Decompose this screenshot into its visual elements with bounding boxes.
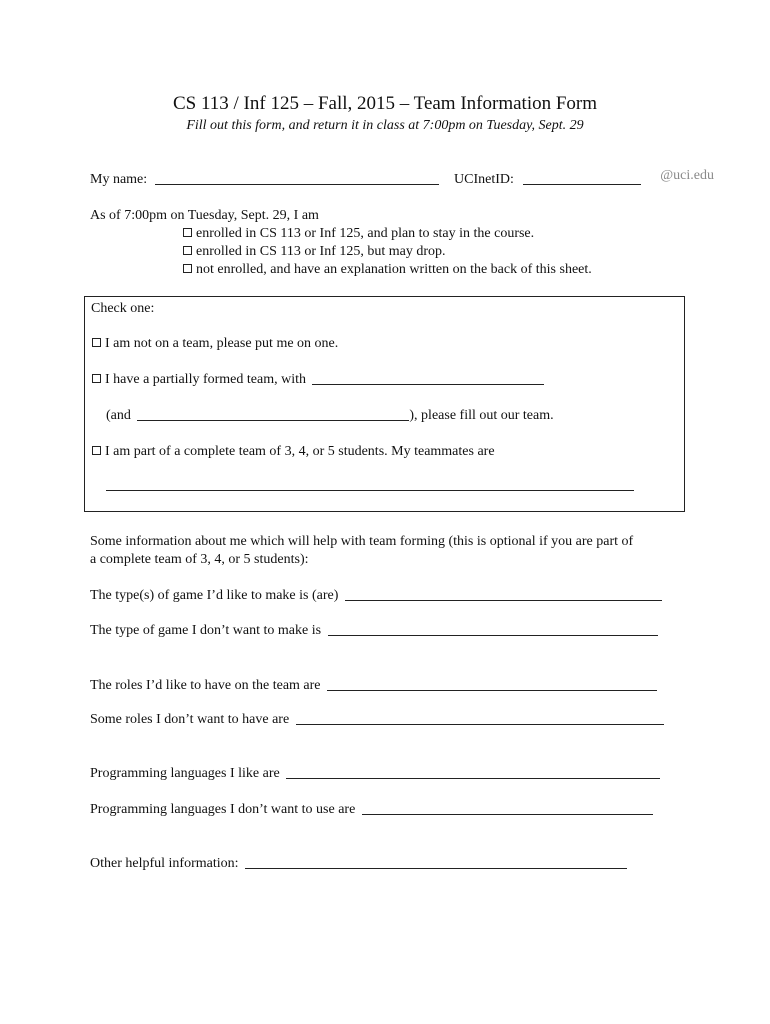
game-like-row [90,587,662,604]
team-option-label: I have a partially formed team, with [105,372,306,387]
and-suffix: ), please fill out our team. [409,408,554,423]
enrollment-checkbox-stay[interactable] [183,228,192,237]
ucinetid-field-line [523,171,641,185]
lang-dislike-line [362,801,653,815]
lang-dislike-field[interactable] [362,803,653,817]
game-dislike-label: The type of game I don’t want to make is [90,623,322,638]
and-prefix: (and [106,408,131,423]
team-option-label: I am not on a team, please put me on one. [105,336,339,351]
game-dislike-line [328,622,658,636]
other-info-line [245,855,627,869]
roles-like-line [327,677,657,691]
other-info-label: Other helpful information: [90,856,239,871]
other-info-field[interactable] [245,857,627,871]
game-like-line [345,587,662,601]
lang-like-line [286,765,660,779]
lang-like-label: Programming languages I like are [90,766,280,781]
roles-dislike-row [90,711,664,728]
game-like-field[interactable] [345,589,662,603]
name-field[interactable] [155,173,439,187]
team-checkbox-no-team[interactable] [92,338,101,347]
optional-intro-line-1: Some information about me which will help with team forming (this is optional if you are part of [90,534,634,549]
roles-like-field[interactable] [327,679,657,693]
roles-dislike-field[interactable] [296,713,664,727]
name-row [90,171,439,188]
enrollment-option-label: not enrolled, and have an explanation written on the back of this sheet. [196,262,592,277]
team-option [92,335,338,352]
enrollment-option-label: enrolled in CS 113 or Inf 125, but may drop. [196,244,446,259]
enrollment-option [183,225,534,242]
name-label: My name: [90,172,148,187]
lang-dislike-label: Programming languages I don’t want to use are [90,802,356,817]
enrollment-checkbox-may-drop[interactable] [183,246,192,255]
teammates-field[interactable] [106,480,634,494]
form-title: CS 113 / Inf 125 – Fall, 2015 – Team Information Form [172,93,598,114]
game-like-label: The type(s) of game I’d like to make is (are) [90,588,339,603]
game-dislike-field[interactable] [328,624,658,638]
roles-like-row [90,677,657,694]
team-heading: Check one: [91,301,155,316]
team-selection-box [84,296,685,512]
teammates-underline [106,477,634,491]
second-teammate-line [137,407,409,421]
enrollment-option [183,261,592,278]
roles-like-label: The roles I’d like to have on the team are [90,678,321,693]
enrollment-intro: As of 7:00pm on Tuesday, Sept. 29, I am [90,208,319,223]
lang-like-row [90,765,660,782]
partial-teammate-field[interactable] [312,373,544,387]
form-subtitle: Fill out this form, and return it in class at 7:00pm on Tuesday, Sept. 29 [186,118,584,133]
ucinetid-label: UCInetID: [454,172,514,187]
partial-team-and-row [106,407,554,424]
roles-dislike-label: Some roles I don’t want to have are [90,712,290,727]
partial-teammate-line [312,371,544,385]
enrollment-option-label: enrolled in CS 113 or Inf 125, and plan to stay in the course. [196,226,535,241]
roles-dislike-line [296,711,664,725]
team-checkbox-complete[interactable] [92,446,101,455]
lang-dislike-row [90,801,653,818]
second-teammate-field[interactable] [137,409,409,423]
enrollment-checkbox-not-enrolled[interactable] [183,264,192,273]
team-option-label: I am part of a complete team of 3, 4, or 5 students. My teammates are [105,444,495,459]
name-field-line [155,171,439,185]
game-dislike-row [90,622,658,639]
lang-like-field[interactable] [286,767,660,781]
ucinetid-field[interactable] [523,173,641,187]
teammates-line [106,477,634,495]
email-domain-suffix: @uci.edu [660,168,714,183]
team-checkbox-partial[interactable] [92,374,101,383]
optional-intro-line-2: a complete team of 3, 4, or 5 students): [90,552,309,567]
other-info-row [90,855,627,872]
team-option [92,371,544,388]
team-option [92,443,495,460]
ucinetid-row [454,171,641,188]
enrollment-option [183,243,446,260]
